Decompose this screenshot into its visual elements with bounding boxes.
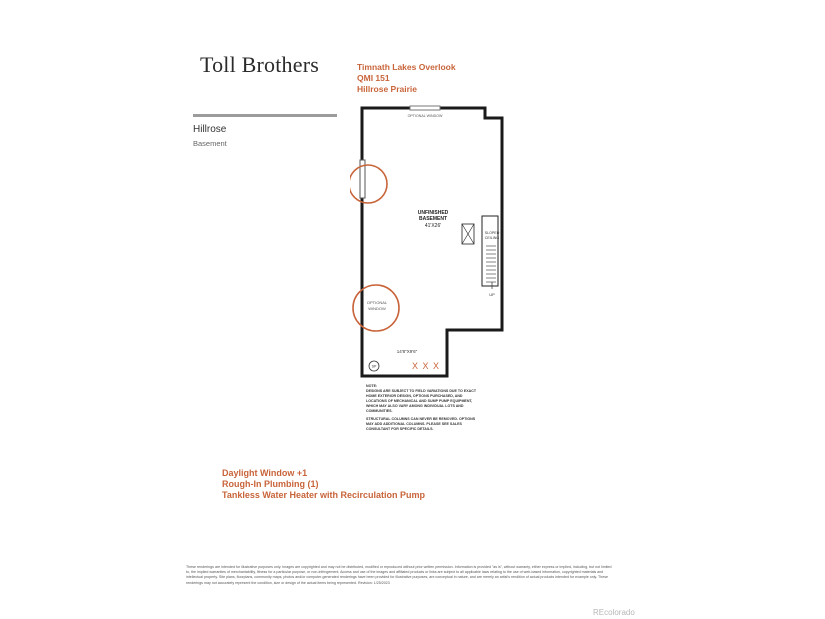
note-1-line-4: LOCATIONS OF MECHANICAL AND SUMP PUMP EQUIPMENT, (366, 399, 473, 403)
sloped-ceiling-line2: CEILING (484, 236, 500, 240)
sloped-ceiling-line1: SLOPED (484, 231, 500, 235)
note-2-line-1: STRUCTURAL COLUMNS CAN NEVER BE REMOVED. OPTIONS (366, 417, 476, 421)
optional-window-left-label: OPTIONAL (366, 300, 388, 305)
plan-level: Basement (193, 139, 227, 148)
room-name-line1: UNFINISHED (417, 210, 449, 216)
included-options (222, 468, 425, 501)
option-tankless-water-heater: Tankless Water Heater with Recirculation Pump (222, 490, 426, 500)
note-1-line-6: COMMUNITIES. (366, 409, 393, 413)
plan-elevation: Hillrose Prairie (357, 84, 418, 94)
exterior-wall (362, 108, 502, 376)
watermark: REcolorado (593, 608, 635, 617)
stair-direction: UP (489, 292, 495, 297)
community-info (357, 62, 456, 95)
optional-window-left-label-2: WINDOW (368, 306, 386, 311)
option-daylight-window: Daylight Window +1 (222, 468, 308, 478)
brand-logo: Toll Brothers (200, 52, 319, 77)
legal-disclaimer: These renderings are intended for illustrative purposes only. Images are copyrighted and may not be distributed, modified or reproduced without prior written permission. Information is provided "as is", without warranty, either express or implied, including, but not limited to, the implied warranties of merchantability, fitness for a particular purpose, or non-infringement. Access and use of the images and affiliated products or links are subject to all applicable laws relating to the use of web-based information, copyrighted materials and intellectual property. Site plans, floorplans, community maps, photos and/or computer-generated renderings have been provided for illustrative purposes, are conceptual in nature, and are merely an artist's rendition of actual products intended for example only. These renderings may not accurately represent the condition, size or design of the actual items being represented. Revision: 1/25/2023 (186, 565, 612, 585)
note-1-line-5: WHICH MAY ALSO VARY AMONG INDIVIDUAL LOTS AND (366, 404, 464, 408)
optional-window-top (410, 106, 440, 110)
note-1-line-1: NOTE: (366, 384, 378, 388)
note-1-line-2: DESIGNS ARE SUBJECT TO FIELD VARIATIONS DUE TO EXACT (366, 389, 477, 393)
lot-number: QMI 151 (357, 73, 390, 83)
room-name-line2: BASEMENT (418, 216, 448, 222)
sump-pump-label: SP (371, 364, 377, 369)
option-rough-in-plumbing: Rough-In Plumbing (1) (222, 479, 319, 489)
plan-notes (366, 384, 477, 431)
community-name: Timnath Lakes Overlook (357, 62, 456, 72)
optional-window-top-label: OPTIONAL WINDOW (407, 114, 443, 118)
room-size: 41'X26' (424, 223, 442, 229)
note-2-line-2: MAY ADD ADDITIONAL COLUMNS. PLEASE SEE SALES (366, 422, 462, 426)
note-2-line-3: CONSULTANT FOR SPECIFIC DETAILS. (366, 427, 434, 431)
rough-in-marks: X X X (411, 361, 441, 371)
note-1-line-3: HOME EXTERIOR DESIGN, OPTIONS PURCHASED, AND (366, 394, 463, 398)
alcove-size: 14'8"X9'6" (396, 349, 418, 354)
header-rule (193, 114, 337, 117)
floor-plan-diagram (350, 104, 515, 439)
plan-name: Hillrose (193, 124, 227, 135)
